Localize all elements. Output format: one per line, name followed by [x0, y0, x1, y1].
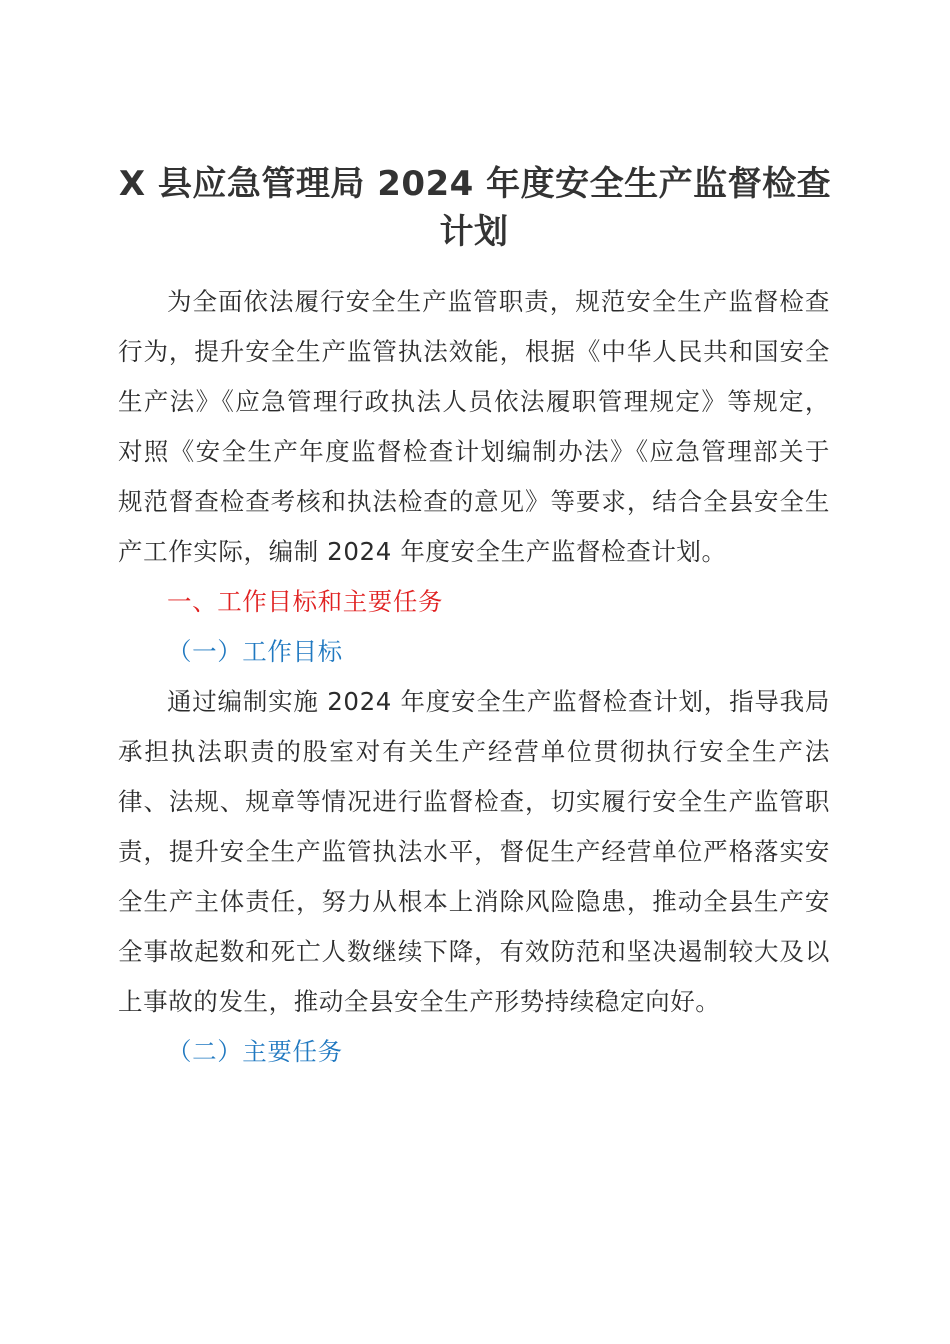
title-line-1: X 县应急管理局 2024 年度安全生产监督检查 — [118, 164, 832, 204]
section-heading-1: 一、工作目标和主要任务 — [167, 587, 444, 616]
subsection-heading-1: （一）工作目标 — [167, 637, 343, 666]
document-title — [118, 160, 830, 256]
subsection-heading-2: （二）主要任务 — [167, 1037, 343, 1066]
document-body — [118, 277, 830, 1077]
intro-paragraph: 为全面依法履行安全生产监管职责，规范安全生产监督检查行为，提升安全生产监管执法效能，根据《中华人民共和国安全生产法》《应急管理行政执法人员依法履职管理规定》等规定，对照《安全生产年度监督检查计划编制办法》《应急管理部关于规范督查检查考核和执法检查的意见》等要求，结合全县安全生产工作实际，编制 2024 年度安全生产监督检查计划。 — [118, 287, 830, 566]
document-page — [118, 160, 830, 1077]
title-line-2: 计划 — [439, 212, 509, 252]
subsection-1-paragraph: 通过编制实施 2024 年度安全生产监督检查计划，指导我局承担执法职责的股室对有关生产经营单位贯彻执行安全生产法律、法规、规章等情况进行监督检查，切实履行安全生产监管职责，提升安全生产监管执法水平，督促生产经营单位严格落实安全生产主体责任，努力从根本上消除风险隐患，推动全县生产安全事故起数和死亡人数继续下降，有效防范和坚决遏制较大及以上事故的发生，推动全县安全生产形势持续稳定向好。 — [118, 687, 830, 1016]
